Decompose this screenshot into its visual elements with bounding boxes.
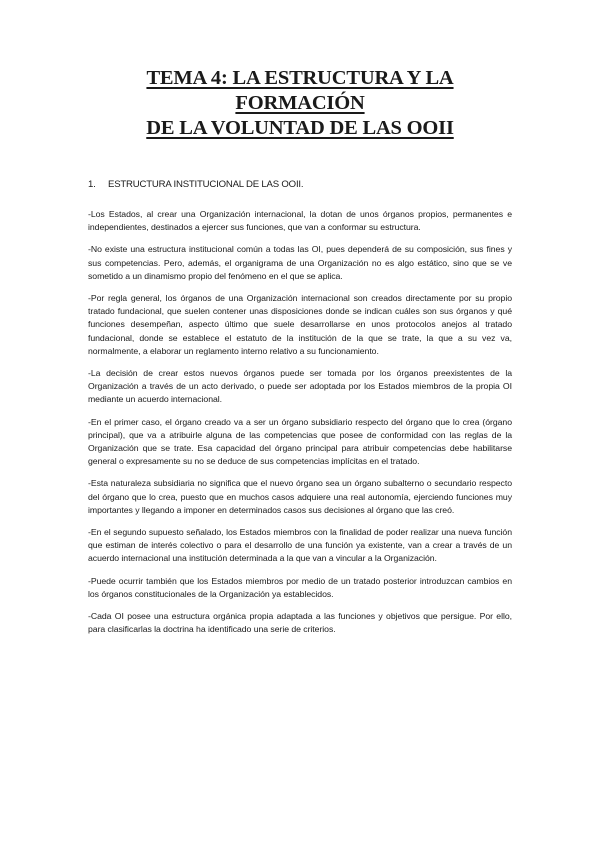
paragraph: -En el segundo supuesto señalado, los Estados miembros con la finalidad de poder realizar una nueva función que estiman de interés colectivo o para el desarrollo de una función ya existente, van a crear a través de un acuerdo internacional una institución determinada a la que van a vincular a la Organización. — [88, 527, 512, 564]
paragraph: -Cada OI posee una estructura orgánica propia adaptada a las funciones y objetivos que persigue. Por ello, para clasificarlas la doctrina ha identificado una serie de criterios. — [88, 611, 512, 635]
paragraph: -Por regla general, los órganos de una Organización internacional son creados directamente por su propio tratado fundacional, que suelen contener unas disposiciones donde se indican cuáles son sus órganos y qué funciones desempeñan, aspecto último que suele desarrollarse en unos protocolos anejos al tratado fundacional, donde se establece el estatuto de la institución de la que se trate, la que a su vez va, normalmente, a elaborar un reglamento interno relativo a su funcionamiento. — [88, 293, 512, 356]
paragraph: -No existe una estructura institucional común a todas las OI, pues dependerá de su composición, sus fines y sus competencias. Pero, además, el organigrama de una Organización no es algo estático, sino que se ve sometido a un dinamismo propio del fenómeno en el que se aplica. — [88, 244, 512, 281]
section-heading-text: ESTRUCTURA INSTITUCIONAL DE LAS OOII. — [108, 179, 304, 190]
title-line-2: DE LA VOLUNTAD DE LAS OOII — [146, 117, 454, 139]
paragraph: -Los Estados, al crear una Organización internacional, la dotan de unos órganos propios, permanentes e independientes, destinados a ejercer sus funciones, que van a conformar su estructura. — [88, 209, 512, 233]
paragraph: -Esta naturaleza subsidiaria no significa que el nuevo órgano sea un órgano subalterno o secundario respecto del órgano que lo crea, puesto que en muchos casos adquiere una real autonomía, ejerciendo funciones muy importantes y llegando a imponer en determinados casos sus decisiones al órgano que las creó. — [88, 478, 512, 515]
document-title — [88, 66, 512, 141]
title-line-1: TEMA 4: LA ESTRUCTURA Y LA FORMACIÓN — [146, 67, 454, 114]
paragraph: -Puede ocurrir también que los Estados miembros por medio de un tratado posterior introduzcan cambios en los órganos constitucionales de la Organización ya establecidos. — [88, 575, 512, 599]
section-number: 1. — [88, 179, 96, 190]
body-text — [88, 208, 512, 636]
section-heading — [88, 179, 512, 191]
paragraph: -La decisión de crear estos nuevos órganos puede ser tomada por los órganos preexistentes de la Organización a través de un acto derivado, o puede ser adoptada por los Estados miembros de la propia OI mediante un acuerdo internacional. — [88, 368, 512, 405]
paragraph: -En el primer caso, el órgano creado va a ser un órgano subsidiario respecto del órgano que lo crea (órgano principal), que va a atribuirle alguna de las competencias que posee de conformidad con las reglas de la Organización que se trate. Esa capacidad del órgano principal para atribuir competencias debe habilitarse general o expresamente su no se deduce de sus competencias implícitas en el tratado. — [88, 416, 512, 467]
